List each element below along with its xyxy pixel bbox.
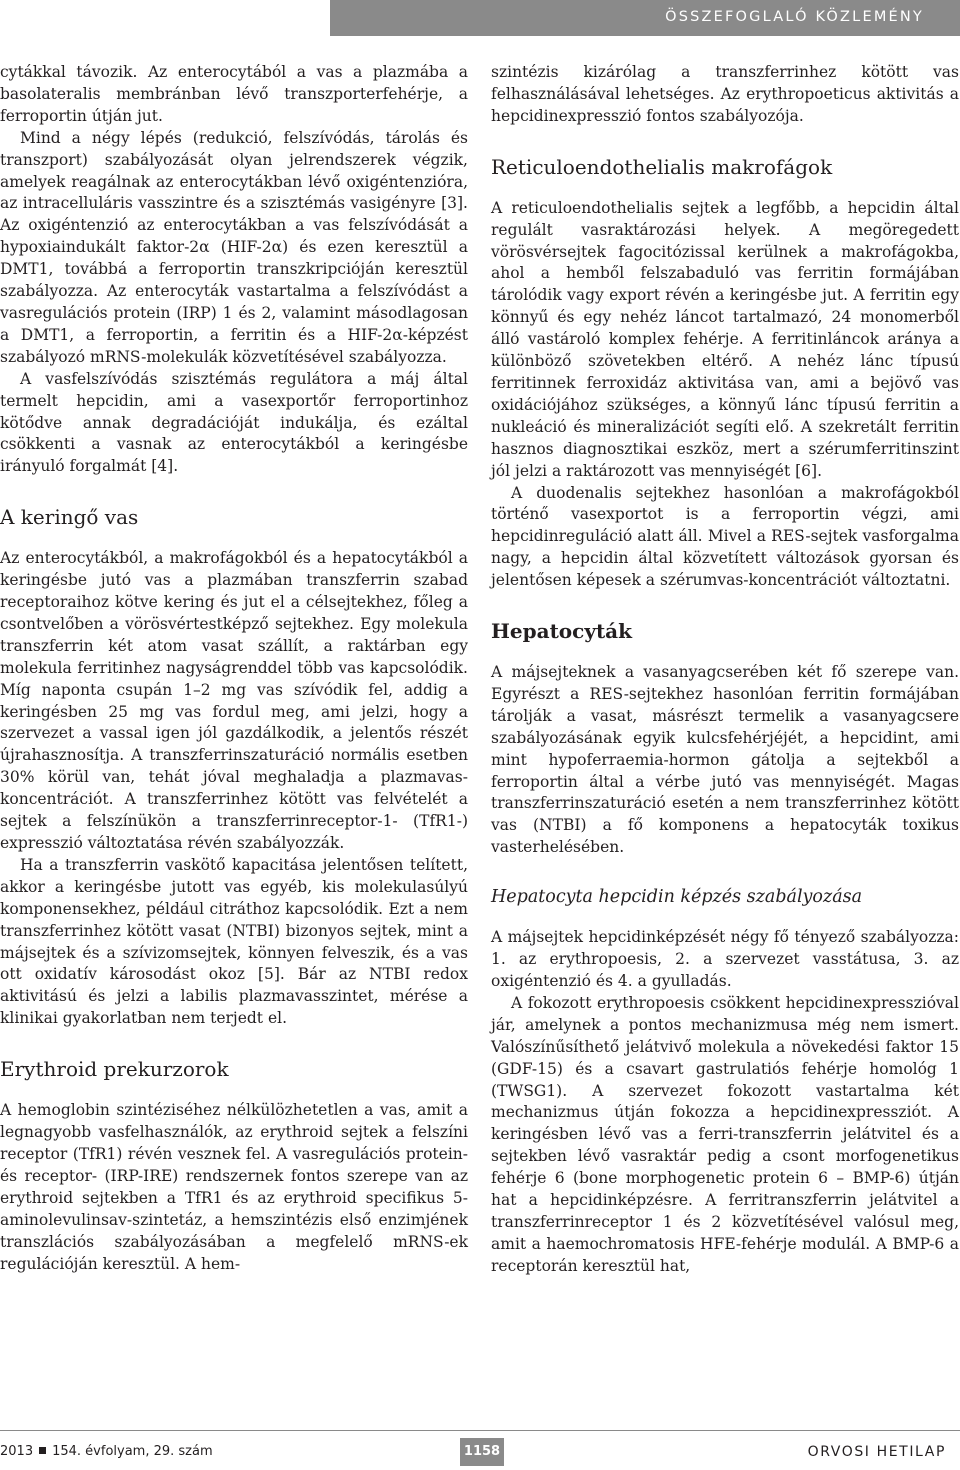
paragraph: A fokozott erythropoesis csökkent hepcidinexpresszióval jár, amelynek a pontos mechanizmusa még nem ismert. Valószínűsíthető jelátvivő molekula a növekedési faktor 15 (GDF-15) és a csavart gastrulatiós fehérje homológ 1 (TWSG1). A szervezet fokozott vastartalma két mechanizmus útján fokozza a hepcidinexpressziót. A keringésben lévő vas a ferri-transzferrin jelátvitel és a sejtekben lévő vasraktár pedig a csont morfogenetikus fehérje 6 (bone morphogenetic protein 6 – BMP-6) útján hat a hepcidinképzésre. A ferritranszferrin jelátvitel a transzferrinreceptor 1 és 2 közvetítésével valósul meg, amit a haemochromatosis HFE-fehérje modulál. A BMP-6 a receptorán keresztül hat,	[491, 993, 959, 1275]
paragraph: A vasfelszívódás szisztémás regulátora a máj által termelt hepcidin, ami a vasexportőr ferroportinhoz kötődve annak degradációját indukálja, és ezáltal csökkenti a vasnak az enterocytákból a keringésbe irányuló forgalmát [4].	[0, 369, 468, 476]
section-header-bar	[330, 0, 960, 36]
issue-volume: 154. évfolyam, 29. szám	[52, 1444, 213, 1459]
paragraph: A hemoglobin szintéziséhez nélkülözhetetlen a vas, amit a legnagyobb vasfelhasználók, az erythroid sejtek a felszíni receptor (TfR1) révén vesznek fel. A vasregulációs protein- és receptor- (IRP-IRE) rendszernek fontos szerepe van az erythroid sejtekben a TfR1 és az erythroid specifikus 5-aminolevulinsav-szintetáz, a hemszintézis első enzimjének transzlációs szabályozásában a megfelelő mRNS-ek regulációján keresztül. A hem-	[0, 1101, 468, 1273]
left-column	[0, 62, 468, 1275]
paragraph: A reticuloendothelialis sejtek a legfőbb, a hepcidin által regulált vasraktározási helyek. A megöregedett vörösvérsejtek fagocitózissal kerülnek a makrofágokba, ahol a hemből felszabaduló vas ferritin formájában tárolódik vagy export révén a keringésbe jut. A ferritin egy könnyű és egy nehéz láncot tartalmazó, 24 monomerből álló vastároló komplex fehérje. A ferritinláncok aránya a különböző szövetekben eltérő. A nehéz lánc típusú ferritinnek ferroxidáz aktivitása van, ami a bejövő vas oxidációjához szükséges, a könnyű lánc típusú ferritin a nukleáció és mineralizációt segíti elő. A szekretált ferritin hasznos diagnosztikai eszköz, mert a szérumferritinszint jól jelzi a raktározott vas mennyiségét [6].	[491, 198, 959, 480]
issue-year: 2013	[0, 1444, 34, 1459]
paragraph: Az enterocytákból, a makrofágokból és a hepatocytákból a keringésbe jutó vas a plazmában transzferrin szabad receptoraihoz kötve kering és jut el a célsejtekhez, főleg a csontvelőben a vörösvértestképző sejtekhez. Egy molekula transzferrin két atom vasat szállít, a raktárban egy molekula ferritinhez nagyságrenddel több vas kapcsolódik. Míg naponta csupán 1–2 mg vas szívódik fel, addig a keringésben 25 mg vas fordul meg, ami jelzi, hogy a szervezet a vassal igen jól gazdálkodik, a jelentős részét újrahasznosítja. A transzferrinszaturáció normális esetben 30% körül van, tehát jóval meghaladja a plazmavas-koncentrációt. A transzferrinhez kötött vas felvételét a sejtek a felszínükön a transzferrinreceptor-1- (TfR1-) expresszió változtatása révén szabályozzák.	[0, 549, 468, 852]
journal-name: ORVOSI HETILAP	[807, 1444, 946, 1460]
section-heading: Hepatocyták	[491, 619, 632, 644]
subsection-heading: Hepatocyta hepcidin képzés szabályozása	[491, 887, 863, 908]
section-heading: A keringő vas	[0, 505, 139, 530]
paragraph: szintézis kizárólag a transzferrinhez kötött vas felhasználásával lehetséges. Az erythropoeticus aktivitás a hepcidinexpresszió fontos szabályozója.	[491, 63, 959, 125]
section-heading: Erythroid prekurzorok	[0, 1057, 229, 1082]
page-footer	[0, 1430, 960, 1470]
issue-info	[0, 1444, 213, 1459]
footer-rule	[0, 1430, 960, 1431]
page-number: 1158	[460, 1438, 504, 1466]
section-label: ÖSSZEFOGLALÓ KÖZLEMÉNY	[665, 9, 924, 25]
section-heading: Reticuloendothelialis makrofágok	[491, 154, 833, 179]
paragraph: Ha a transzferrin vaskötő kapacitása jelentősen telített, akkor a keringésbe jutott vas egyéb, kis molekulasúlyú komponensekhez, például citráthoz kapcsolódik. Ezt a nem transzferrinhez kötött vasat (NTBI) bizonyos sejtek, mint a májsejtek és a szívizomsejtek, könnyen felveszik, és a vas ott oxidatív károsodást okoz [5]. Bár az NTBI redox aktivitású és jelzi a labilis plazmavasszintet, mérése a klinikai gyakorlatban nem terjedt el.	[0, 855, 468, 1028]
paragraph: Mind a négy lépés (redukció, felszívódás, tárolás és transzport) szabályozását olyan jelrendszerek végzik, amelyek reagálnak az enterocytákban lévő oxigéntenzióra, az intracelluláris vasszintre és a szisztémás vasigényre [3]. Az oxigéntenzió az enterocytákban a vas felszívódását a hypoxiaindukált faktor-2α (HIF-2α) és ezen keresztül a DMT1, továbbá a ferroportin transzkripcióján keresztül szabályozza. Az enterocyták vastartalma a felszívódást a vasregulációs protein (IRP) 1 és 2, valamint másodlagosan a DMT1, a ferroportin, a ferritin és a HIF-2α-képzést szabályozó mRNS-molekulák közvetítésével szabályozza.	[0, 128, 468, 366]
right-column	[491, 62, 959, 1278]
paragraph: cytákkal távozik. Az enterocytából a vas a plazmába a basolateralis membránban lévő transzporterfehérje, a ferroportin útján jut.	[0, 63, 468, 125]
paragraph: A májsejteknek a vasanyagcserében két fő szerepe van. Egyrészt a RES-sejtekhez hasonlóan ferritin formájában tárolják a vasat, másrészt termelik a vasanyagcsere szabályozásának egyik kulcsfehérjéjét, a hepcidint, ami mint hypoferraemia-hormon gátolja a sejtekből a ferroportin által a vérbe jutó vas mennyiségét. Magas transzferrinszaturáció esetén a nem transzferrinhez kötött vas (NTBI) a fő komponens a hepatocyták toxikus vasterhelésében.	[491, 663, 959, 857]
paragraph: A duodenalis sejtekhez hasonlóan a makrofágokból történő vasexportot is a ferroportin végzi, ami hepcidinreguláció alatt áll. Mivel a RES-sejtek vasforgalma nagy, a hepcidin által közvetített változások gyorsan és jelentősen képesek a szérumvas-koncentrációt változtatni.	[491, 483, 959, 590]
square-bullet-icon	[39, 1447, 46, 1454]
paragraph: A májsejtek hepcidinképzését négy fő tényező szabályozza: 1. az erythropoesis, 2. a szervezet vasstátusa, 3. az oxigéntenzió és 4. a gyulladás.	[491, 928, 959, 990]
